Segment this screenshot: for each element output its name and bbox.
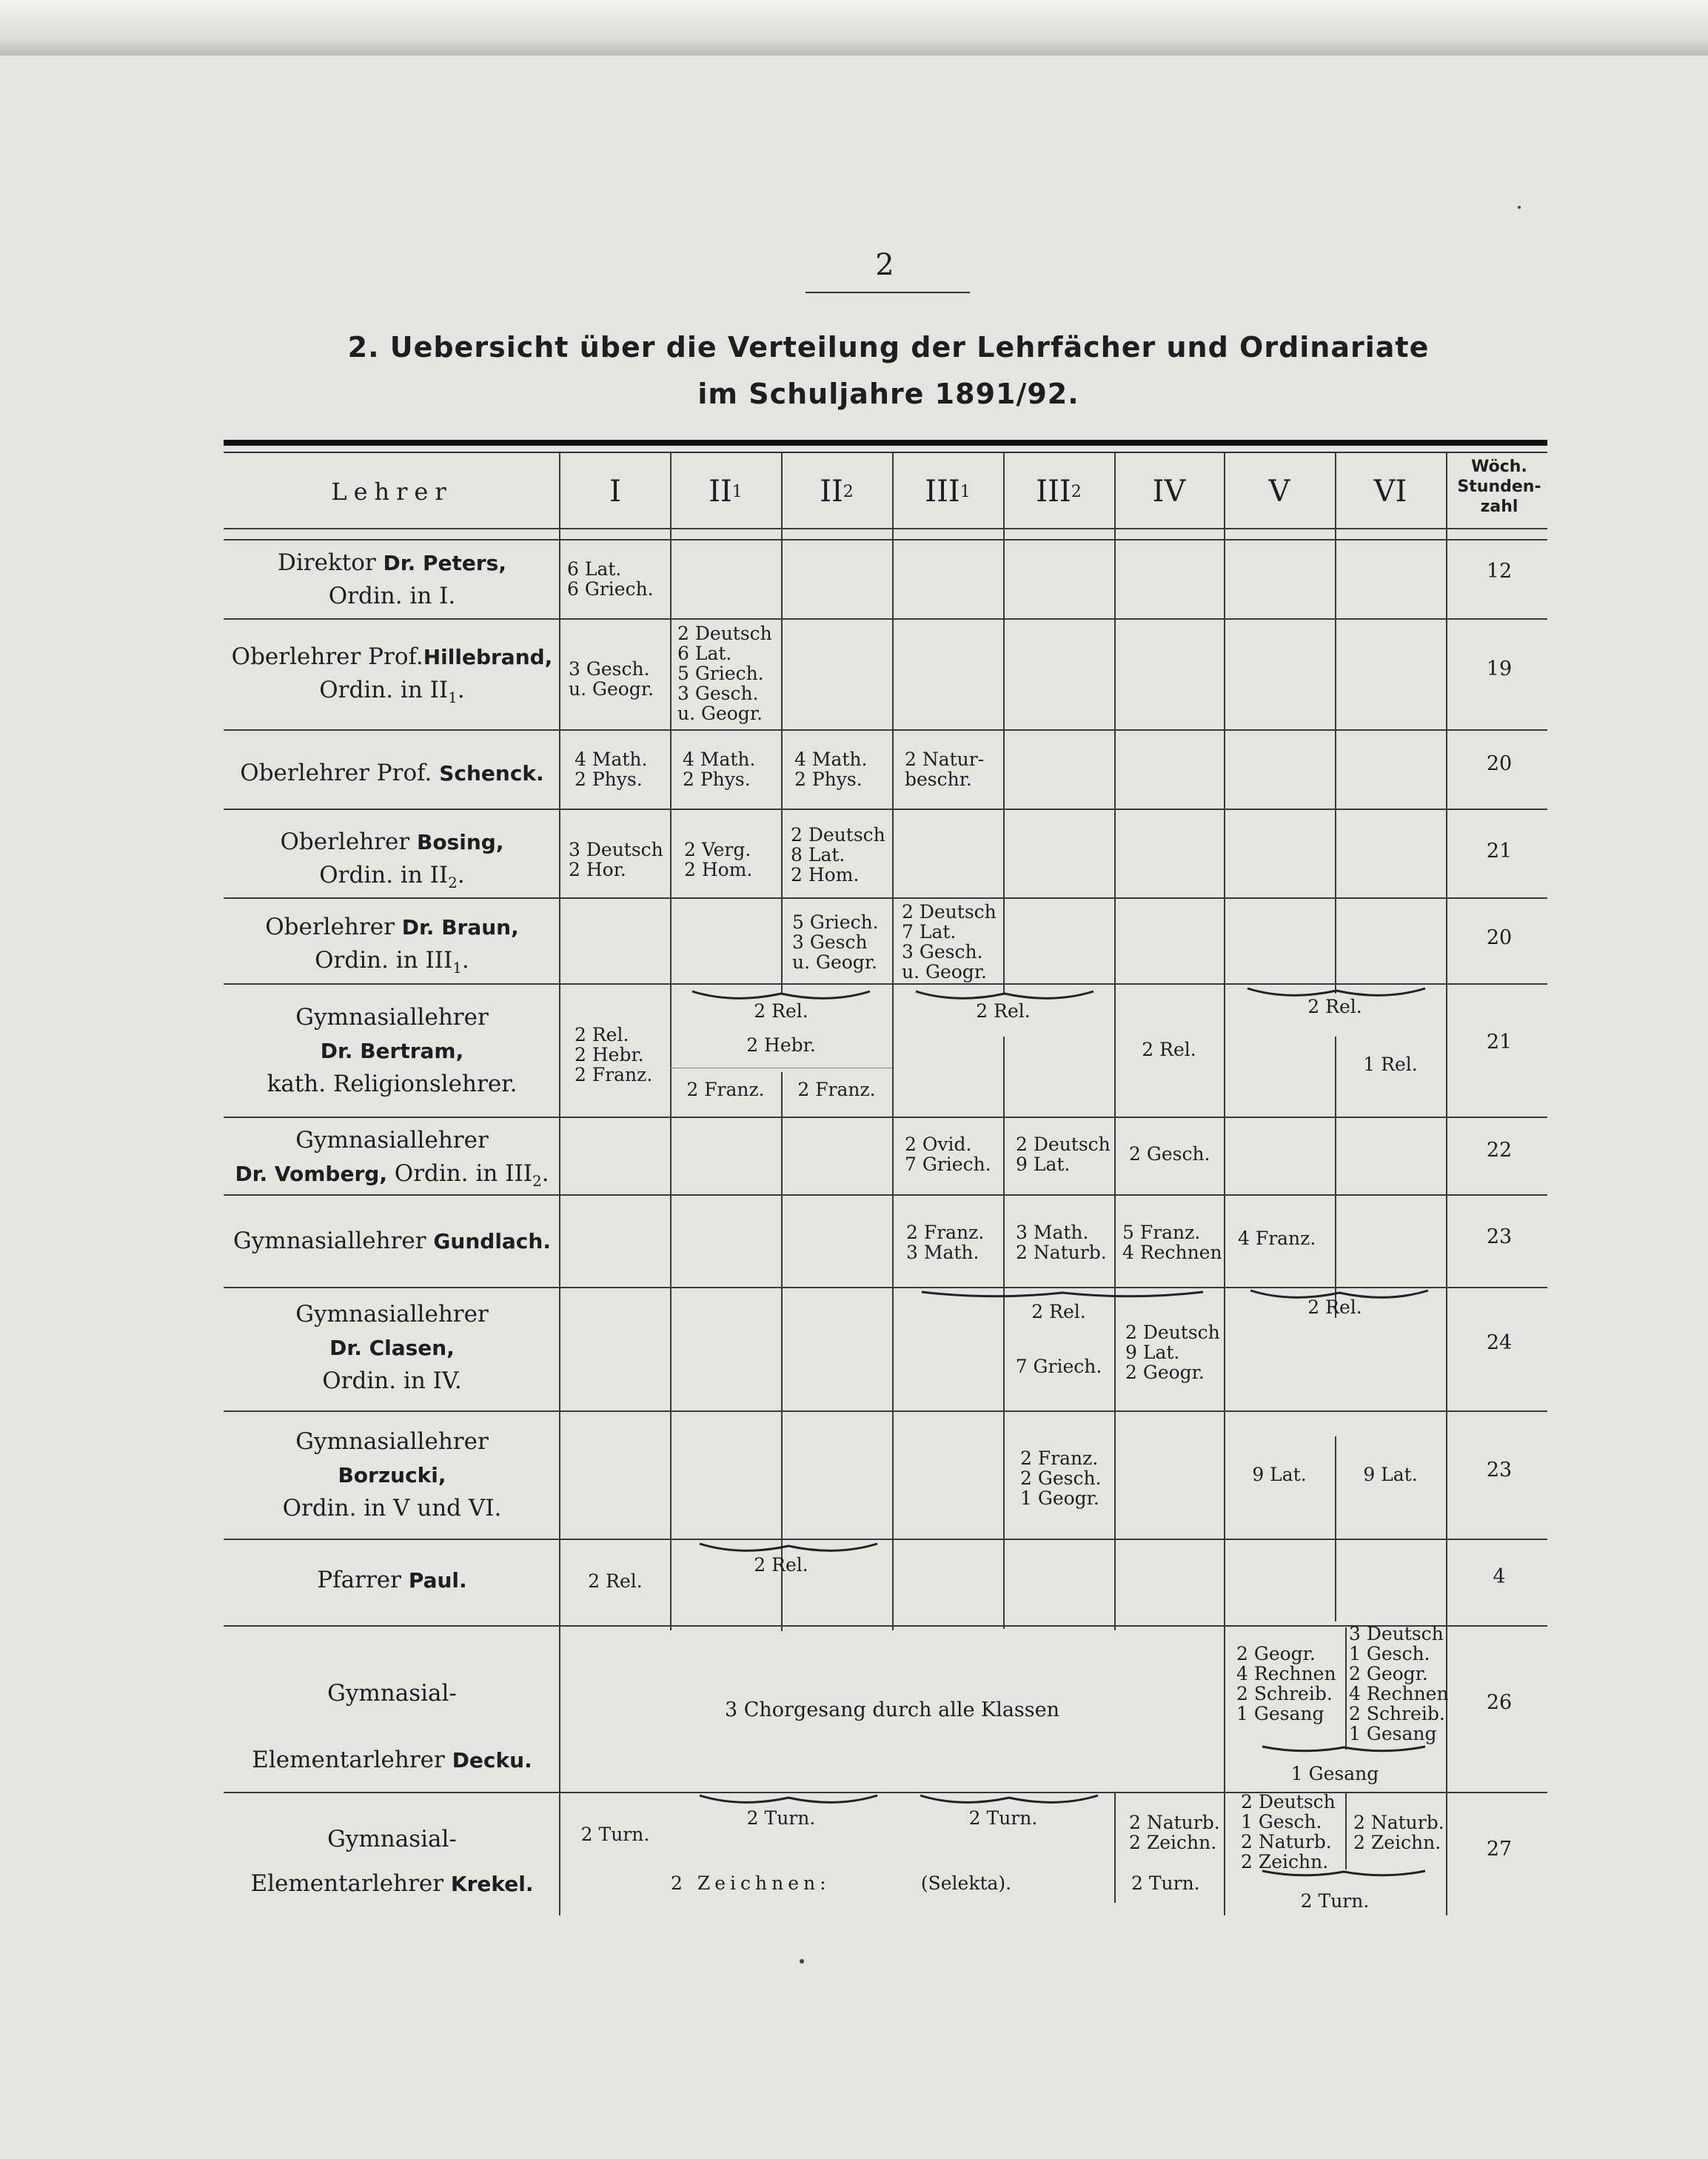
row-rule-2 xyxy=(224,729,1547,731)
total-krekel: 27 xyxy=(1486,1838,1513,1861)
header-weekly-hours: Wöch. Stunden- zahl xyxy=(1457,458,1541,516)
cell-clasen-III-rel: 2 Rel. xyxy=(1031,1301,1086,1322)
teacher-borzucki: Gymnasiallehrer Borzucki, Ordin. in V und VI. xyxy=(282,1428,502,1522)
cell-krekel-IV-turn: 2 Turn. xyxy=(1131,1872,1200,1894)
teacher-hillebrand: Oberlehrer Prof.Hillebrand, Ordin. in $II_1$. xyxy=(231,643,553,707)
cell-decku-V: 2 Geogr. 4 Rechnen 2 Schreib. 1 Gesang xyxy=(1236,1643,1336,1724)
col-divider-V-krekel xyxy=(1345,1792,1347,1870)
header-class-V: V xyxy=(1268,475,1290,509)
cell-borzucki-V: 9 Lat. xyxy=(1252,1464,1307,1485)
cell-decku-VI: 3 Deutsch 1 Gesch. 2 Geogr. 4 Rechnen 2 Schreib. 1 Gesang xyxy=(1349,1623,1449,1744)
teacher-gundlach: Gymnasiallehrer Gundlach. xyxy=(233,1228,551,1254)
cell-bosing-II1: 2 Verg. 2 Hom. xyxy=(684,839,753,880)
row-rule-6 xyxy=(224,1117,1547,1118)
cell-krekel-VVI-turn: 2 Turn. xyxy=(1300,1890,1370,1912)
col-divider-IV xyxy=(1224,453,1225,1915)
cell-bertram-IV: 2 Rel. xyxy=(1142,1039,1196,1060)
cell-bertram-II-rel: 2 Rel. xyxy=(754,1000,808,1022)
total-bosing: 21 xyxy=(1486,840,1513,863)
cell-krekel-IV: 2 Naturb. 2 Zeichn. xyxy=(1129,1812,1220,1853)
cell-bertram-VVI-rel: 2 Rel. xyxy=(1307,996,1362,1017)
teacher-clasen: Gymnasiallehrer Dr. Clasen, Ordin. in IV. xyxy=(295,1301,489,1394)
cell-krekel-I: 2 Turn. xyxy=(580,1824,650,1845)
col-divider-V-decku xyxy=(1345,1627,1347,1750)
cell-bertram-II2: 2 Franz. xyxy=(797,1079,876,1100)
cell-peters-I: 6 Lat. 6 Griech. xyxy=(567,558,654,600)
header-class-VI: VI xyxy=(1373,475,1407,509)
teacher-krekel: Gymnasial- Elementarlehrer Krekel. xyxy=(250,1826,534,1897)
cell-braun-III1: 2 Deutsch 7 Lat. 3 Gesch. u. Geogr. xyxy=(902,901,997,983)
paper-speck xyxy=(800,1959,804,1964)
cell-bertram-VI: 1 Rel. xyxy=(1363,1054,1418,1075)
cell-schenck-II2: 4 Math. 2 Phys. xyxy=(794,749,868,790)
cell-paul-II-rel: 2 Rel. xyxy=(754,1554,808,1576)
col-divider-III1-lower xyxy=(1003,1037,1005,1629)
cell-gundlach-V: 4 Franz. xyxy=(1238,1228,1316,1249)
cell-schenck-I: 4 Math. 2 Phys. xyxy=(575,749,648,790)
cell-vomberg-III1: 2 Ovid. 7 Griech. xyxy=(905,1134,991,1175)
cell-borzucki-III2: 2 Franz. 2 Gesch. 1 Geogr. xyxy=(1020,1447,1102,1509)
cell-bertram-I: 2 Rel. 2 Hebr. 2 Franz. xyxy=(575,1024,653,1085)
total-borzucki: 23 xyxy=(1486,1459,1513,1482)
cell-bosing-I: 3 Deutsch 2 Hor. xyxy=(569,839,663,880)
col-divider-III1 xyxy=(1003,453,1005,994)
teacher-bertram: Gymnasiallehrer Dr. Bertram, kath. Religionslehrer. xyxy=(267,1004,518,1097)
teacher-paul: Pfarrer Paul. xyxy=(317,1567,467,1593)
page-subtitle: im Schuljahre 1891/92. xyxy=(697,378,1079,410)
cell-decku-VVI-gesang: 1 Gesang xyxy=(1290,1763,1379,1784)
cell-vomberg-III2: 2 Deutsch 9 Lat. xyxy=(1016,1134,1111,1175)
brace-decku-VVI xyxy=(1259,1743,1429,1761)
header-bottom-rule xyxy=(224,528,1547,529)
teacher-vomberg: Gymnasiallehrer Dr. Vomberg, Ordin. in $III_2$. xyxy=(235,1127,549,1191)
total-vomberg: 22 xyxy=(1486,1139,1513,1162)
cell-hillebrand-I: 3 Gesch. u. Geogr. xyxy=(569,658,654,700)
row-rule-9 xyxy=(224,1410,1547,1412)
cell-bosing-II2: 2 Deutsch 8 Lat. 2 Hom. xyxy=(791,824,885,886)
header-double-rule xyxy=(224,539,1547,540)
cell-braun-II2: 5 Griech. 3 Gesch u. Geogr. xyxy=(792,911,879,973)
cell-bertram-III-rel: 2 Rel. xyxy=(976,1000,1031,1022)
total-braun: 20 xyxy=(1486,926,1513,949)
total-gundlach: 23 xyxy=(1486,1225,1513,1248)
cell-vomberg-IV: 2 Gesch. xyxy=(1129,1143,1210,1165)
cell-krekel-III-turn: 2 Turn. xyxy=(968,1807,1038,1829)
col-divider-II2 xyxy=(892,453,894,1630)
header-class-IV: IV xyxy=(1152,475,1186,509)
cell-krekel-V: 2 Deutsch 1 Gesch. 2 Naturb. 2 Zeichn. xyxy=(1241,1791,1336,1872)
cell-bertram-II-hebr: 2 Hebr. xyxy=(746,1034,816,1056)
teacher-peters: Direktor Dr. Peters, Ordin. in I. xyxy=(278,549,506,609)
teacher-bosing: Oberlehrer Bosing, Ordin. in $II_2$. xyxy=(280,829,504,892)
header-class-II1: II 1 xyxy=(709,475,743,509)
total-hillebrand: 19 xyxy=(1486,657,1513,680)
cell-paul-I: 2 Rel. xyxy=(588,1570,643,1592)
cell-gundlach-III1: 2 Franz. 3 Math. xyxy=(906,1222,985,1263)
total-bertram: 21 xyxy=(1486,1031,1513,1054)
total-schenck: 20 xyxy=(1486,752,1513,775)
cell-decku-span: 3 Chorgesang durch alle Klassen xyxy=(724,1698,1060,1721)
total-decku: 26 xyxy=(1486,1691,1513,1714)
col-divider-II1 xyxy=(781,453,783,994)
cell-gundlach-III2: 3 Math. 2 Naturb. xyxy=(1016,1222,1107,1263)
row-rule-10 xyxy=(224,1539,1547,1540)
header-class-II2: II 2 xyxy=(820,475,854,509)
cell-krekel-VI: 2 Naturb. 2 Zeichn. xyxy=(1353,1812,1444,1853)
page-number: 2 xyxy=(875,248,894,282)
cell-schenck-III1: 2 Natur- beschr. xyxy=(905,749,985,790)
cell-krekel-II-turn: 2 Turn. xyxy=(746,1807,816,1829)
row-rule-1 xyxy=(224,618,1547,620)
header-class-I: I xyxy=(609,475,621,509)
page-title: 2. Uebersicht über die Verteilung der Lehrfächer und Ordinariate xyxy=(347,331,1430,364)
cell-gundlach-IV: 5 Franz. 4 Rechnen xyxy=(1122,1222,1222,1263)
header-class-III2: III 2 xyxy=(1036,475,1082,509)
scan-top-edge xyxy=(0,0,1708,56)
teacher-schenck: Oberlehrer Prof. Schenck. xyxy=(240,760,544,786)
total-peters: 12 xyxy=(1486,560,1513,583)
total-clasen: 24 xyxy=(1486,1331,1513,1354)
cell-hillebrand-II1: 2 Deutsch 6 Lat. 5 Griech. 3 Gesch. u. Geogr. xyxy=(677,623,772,724)
cell-krekel-zeichnen: 2 Zeichnen: xyxy=(671,1872,831,1894)
col-divider-V-mid xyxy=(1335,1037,1336,1318)
table-top-thin-rule xyxy=(224,452,1547,453)
col-divider-V xyxy=(1335,453,1336,994)
cell-krekel-selekta: (Selekta). xyxy=(920,1872,1012,1894)
header-lehrer: Lehrer xyxy=(331,478,453,506)
cell-clasen-IV: 2 Deutsch 9 Lat. 2 Geogr. xyxy=(1125,1322,1220,1383)
cell-clasen-VVI-rel: 2 Rel. xyxy=(1307,1296,1362,1318)
brace-krekel-VVI xyxy=(1259,1867,1429,1885)
header-class-III1: III 1 xyxy=(925,475,971,509)
cell-bertram-II1: 2 Franz. xyxy=(686,1079,765,1100)
cell-schenck-II1: 4 Math. 2 Phys. xyxy=(683,749,756,790)
total-paul: 4 xyxy=(1493,1565,1506,1588)
col-divider-III2-krekel xyxy=(1114,1792,1116,1903)
page-number-rule xyxy=(806,292,970,293)
teacher-braun: Oberlehrer Dr. Braun, Ordin. in $III_1$. xyxy=(265,914,519,977)
cell-clasen-III2: 7 Griech. xyxy=(1015,1356,1102,1377)
paper-speck xyxy=(1518,206,1521,209)
row-rule-3 xyxy=(224,809,1547,810)
table-top-thick-rule xyxy=(224,440,1547,446)
teacher-decku: Gymnasial- Elementarlehrer Decku. xyxy=(252,1680,532,1773)
cell-borzucki-VI: 9 Lat. xyxy=(1363,1464,1418,1485)
